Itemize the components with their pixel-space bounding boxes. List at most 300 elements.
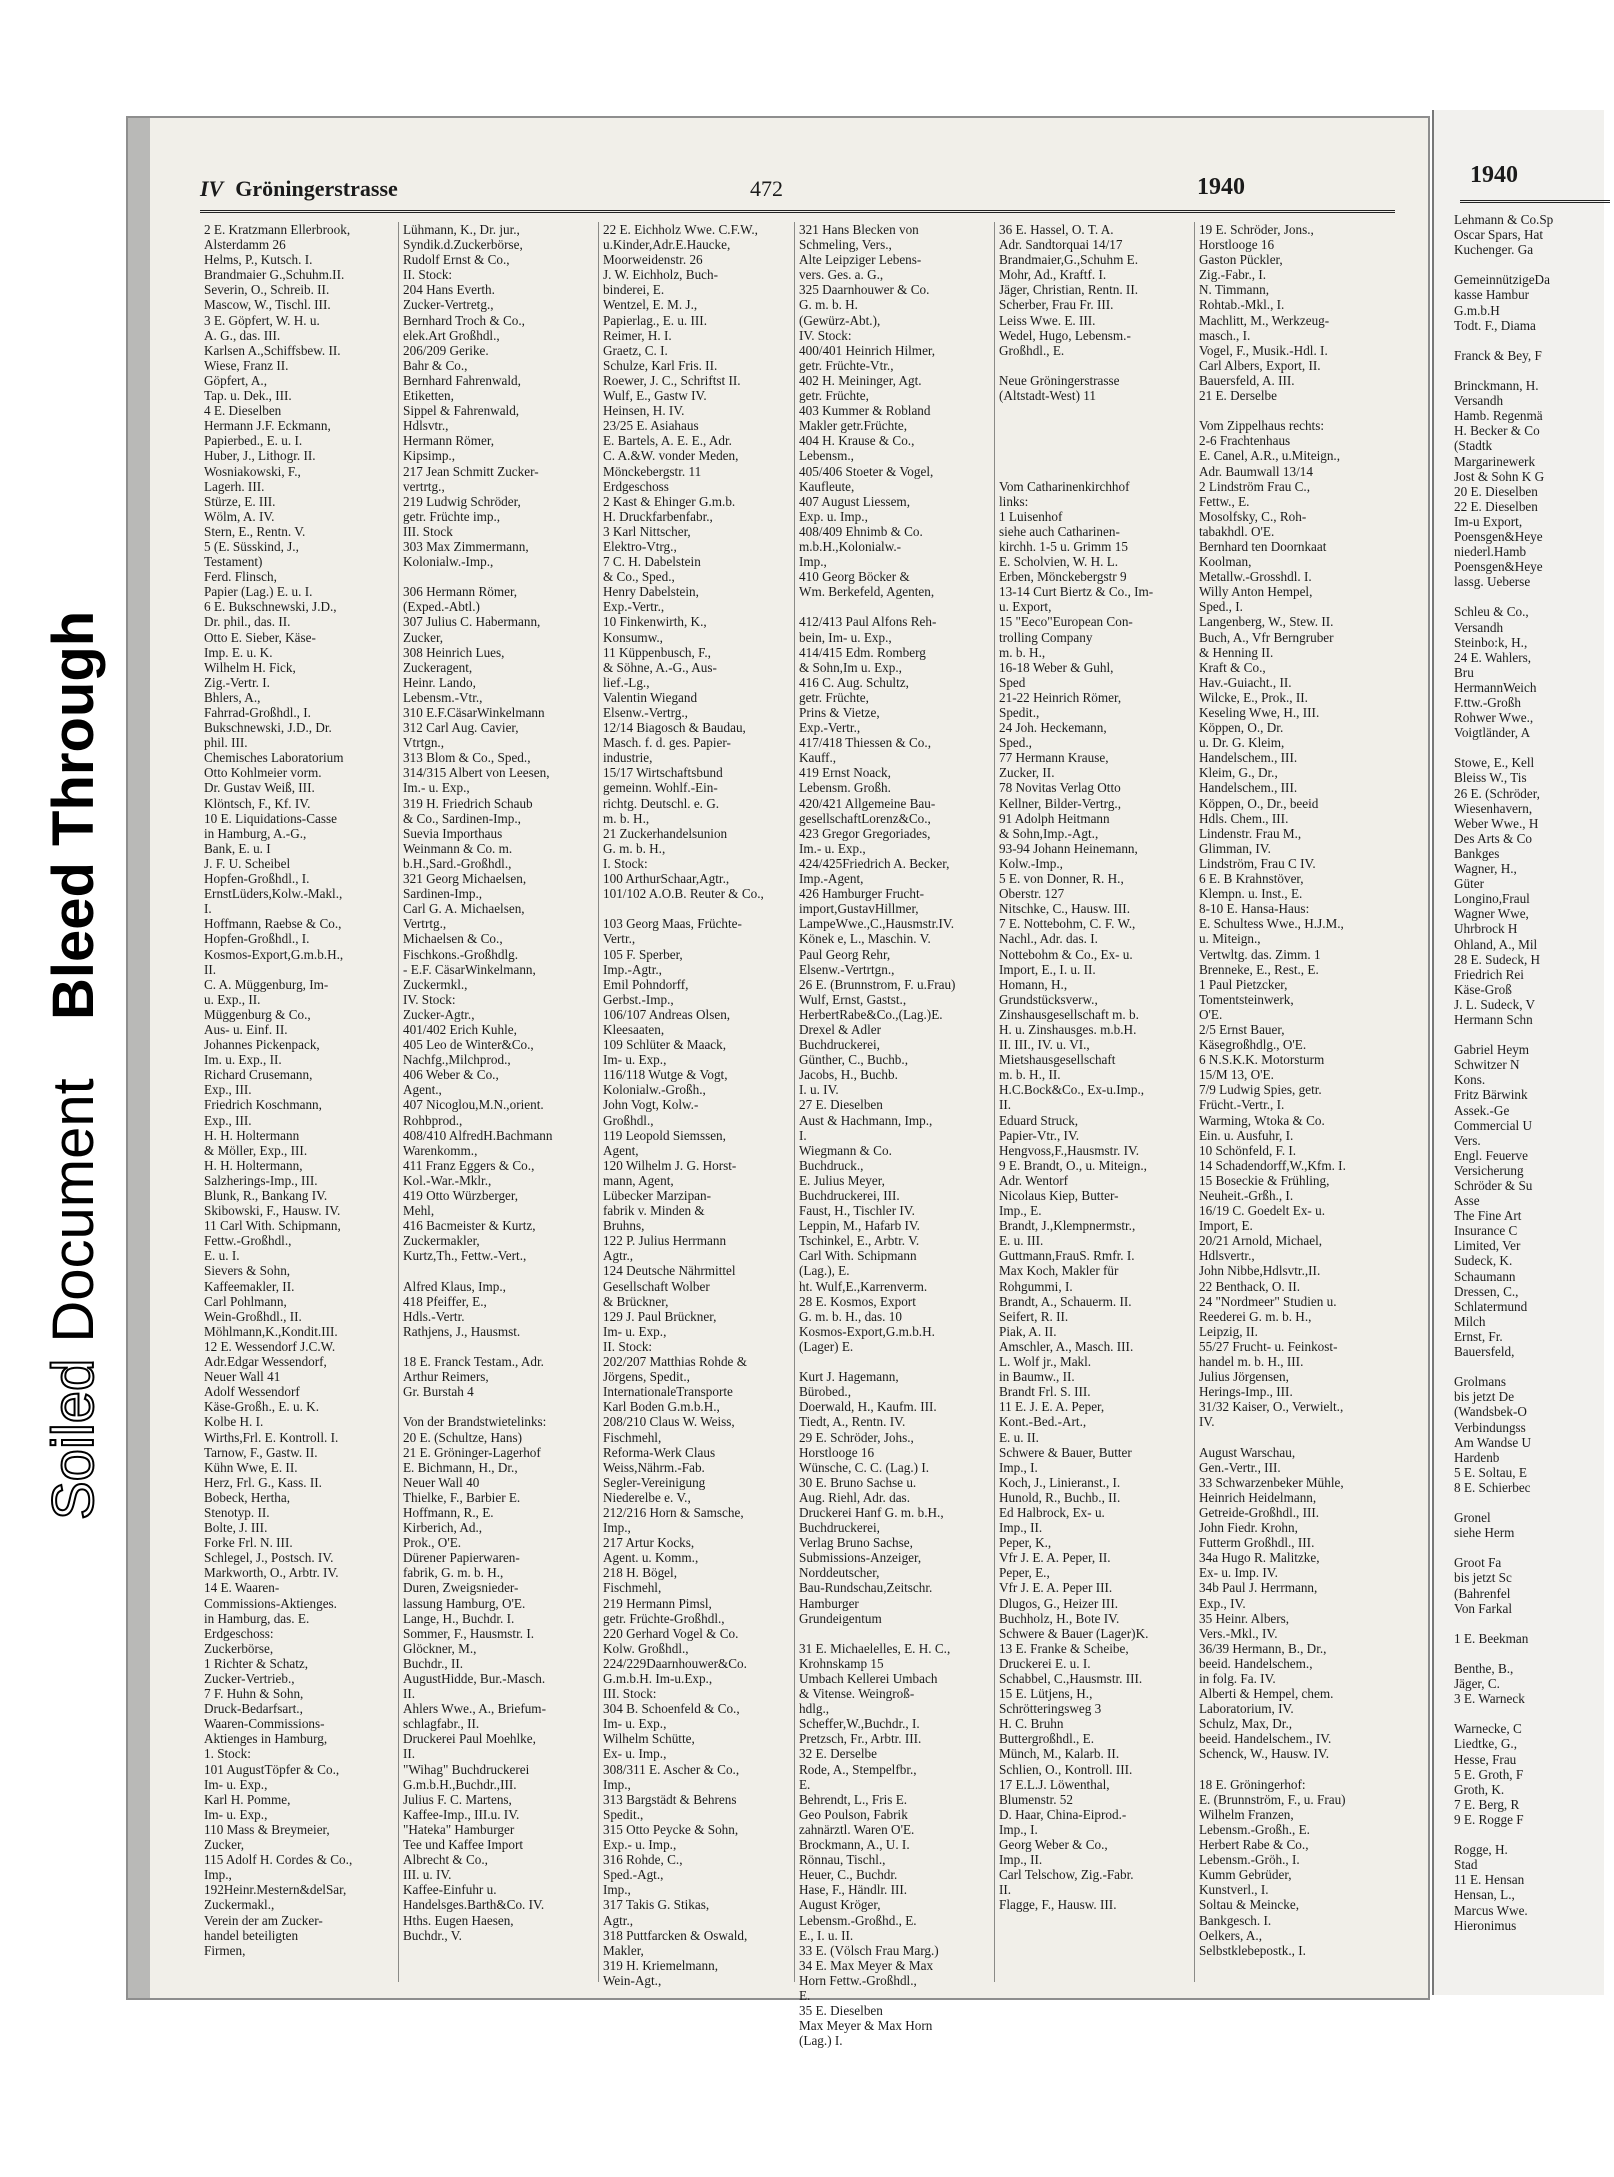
directory-entry-line: 325 Daarnhouwer & Co. [799,282,930,298]
directory-entry-line: 34 E. Max Meyer & Max [799,1957,934,1973]
directory-entry-line: Rudolf Ernst & Co., [403,252,510,268]
directory-entry-line: 22 Benthack, O. II. [1199,1278,1301,1294]
directory-entry-line: Kumm Gebrüder, [1199,1867,1292,1883]
directory-entry-line: 11 Carl With. Schipmann, [204,1218,341,1234]
directory-entry-line: u. Exp., II. [204,991,261,1007]
directory-entry-line: Kol.-War.-Mklr., [403,1172,492,1188]
directory-entry-line: Carl Albers, Export, II. [1199,357,1321,373]
directory-entry-line: Lühmann, K., Dr. jur., [403,222,520,237]
directory-entry-line: 192Heinr.Mestern&delSar, [204,1882,347,1898]
adjacent-entry-line [1454,1706,1614,1721]
directory-entry-line: Tschinkel, E., Arbtr. V. [799,1233,920,1249]
directory-entry-line: Jacobs, H., Buchb. [799,1067,898,1083]
directory-entry-line: Alfred Klaus, Imp., [403,1278,506,1294]
adjacent-entry-line: 20 E. Dieselben [1454,483,1538,499]
directory-entry-line: 423 Gregor Gregoriades, [799,825,931,841]
adjacent-entry-line [1454,1827,1614,1842]
directory-entry-line: 218 H. Bögel, [603,1565,677,1581]
adjacent-entry-line: Schröder & Su [1454,1178,1533,1193]
directory-entry-line: Fettw., E. [1199,493,1250,509]
directory-entry-line: Druckerei Paul Moehlke, [403,1731,536,1747]
directory-entry-line: E. Canel, A.R., u.Miteign., [1199,448,1341,464]
directory-entry-line: Hunold, R., Buchb., II. [999,1489,1121,1505]
directory-entry-line: Wiegmann & Co. [799,1142,892,1158]
directory-entry-line: gesellschaftLorenz&Co., [799,810,931,826]
directory-entry-line: Blunk, R., Bankang IV. [204,1188,328,1203]
directory-entry-line: 313 Blom & Co., Sped., [403,750,531,766]
directory-entry-line: Alsterdamm 26 [204,237,286,253]
directory-entry-line: masch., I. [1199,327,1251,343]
directory-entry-line [403,569,594,584]
directory-entry-line: Kurt J. Hagemann, [799,1369,899,1385]
directory-entry-line: Agtr., [603,1912,634,1928]
adjacent-entry-line: Gronel [1454,1510,1491,1526]
directory-entry-line: getr. Früchte-Vtr., [799,357,894,373]
directory-entry-line: 6 E. B Krahnstöver, [1199,871,1304,887]
directory-entry-line: Sardinen-Imp., [403,886,483,902]
directory-entry-line: Hdls. Chem., III. [1199,810,1289,826]
adjacent-entry-line [1454,740,1614,755]
adjacent-entry-line: Sudeck, K. [1454,1253,1513,1269]
directory-entry-line: Nachfg.,Milchprod., [403,1052,511,1068]
directory-entry-line: 7/9 Ludwig Spies, getr. [1199,1082,1322,1098]
directory-entry-line: Lübecker Marzipan- [603,1188,712,1203]
directory-entry-line: Adr. Wentorf [999,1172,1069,1188]
directory-entry-line: Weinmann & Co. m. [403,840,513,856]
directory-entry-line: links: [999,493,1029,509]
directory-entry-line: 219 Hermann Pimsl, [603,1595,712,1611]
directory-entry-line: II. III., IV. u. VI., [999,1037,1090,1053]
directory-entry-line: Exp., III. [204,1112,252,1128]
directory-entry-line: Wilcke, E., Prok., II. [1199,689,1308,705]
directory-entry-line: Adolf Wessendorf [204,1384,300,1400]
directory-entry-line: Lebensm.-Vtr., [403,689,483,705]
directory-entry-line: Hdls.-Vertr. [403,1308,465,1324]
directory-entry-line: Kühn Wwe, E. II. [204,1459,298,1475]
adjacent-entry-line: Güter [1454,876,1485,892]
directory-entry-line: 419 Ernst Noack, [799,765,891,781]
directory-entry-line: Kaufleute, [799,478,855,494]
directory-entry-line: richtg. Deutschl. e. G. [603,795,720,811]
directory-entry-line: Wilhelm Schütte, [603,1731,695,1747]
directory-entry-line: Exp.-Vertr., [603,599,665,615]
directory-entry-line: getr. Früchte-Großhdl., [603,1610,725,1626]
adjacent-entry-line: Marcus Wwe. [1454,1902,1528,1918]
adjacent-entry-line [1454,589,1614,604]
directory-entry-line: ErnstLüders,Kolw.-Makl., [204,886,343,902]
directory-entry-line: Stürze, E. III. [204,493,276,509]
directory-entry-line: Julius Jörgensen, [1199,1369,1289,1385]
directory-entry-line [999,403,1190,418]
directory-entry-line: Brenneke, E., Rest., E. [1199,961,1319,977]
directory-entry-line: Wein-Agt., [603,1972,662,1988]
directory-entry-line: Buchholz, H., Bote IV. [999,1610,1120,1626]
directory-entry-line: 417/418 Thiessen & Co., [799,735,931,751]
directory-entry-line: Lebensm.-Gröh., I. [1199,1852,1300,1868]
directory-entry-line: Reimer, H. I. [603,327,672,343]
directory-entry-line: 312 Carl Aug. Cavier, [403,720,519,736]
directory-entry-line: E. u. III. [999,1233,1044,1249]
directory-entry-line: Vfr J. E. A. Peper, II. [999,1550,1111,1566]
directory-entry-line: Wünsche, C. C. (Lag.) I. [799,1459,930,1475]
adjacent-entry-line: 22 E. Dieselben [1454,498,1538,514]
adjacent-entry-line: Versandh [1454,619,1504,635]
directory-entry-line: elek.Art Großhdl., [403,327,500,343]
directory-entry-line: Verlag Bruno Sachse, [799,1535,913,1551]
adjacent-entry-line: 3 E. Warneck [1454,1691,1525,1707]
adjacent-entry-line: Kons. [1454,1072,1486,1088]
directory-entry-line: Lindström, Frau C IV. [1199,855,1316,871]
adjacent-entry-line: Käse-Groß [1454,981,1512,997]
adjacent-entry-line: Limited, Ver [1454,1238,1521,1254]
directory-entry-line: Norddeutscher, [799,1565,880,1581]
directory-entry-line: Lebensm.-Großhd., E. [799,1912,917,1928]
directory-entry-line: August Warschau, [1199,1444,1296,1460]
adjacent-entry-line: Margarinewerk [1454,453,1536,469]
directory-entry-line: u. Dr. G. Kleim, [1199,735,1285,751]
directory-entry-line: 105 F. Sperber, [603,946,683,962]
adjacent-header-rule [1460,200,1610,203]
directory-entry-line: 27 E. Dieselben [799,1097,883,1113]
directory-entry-line: b.H.,Sard.-Großhdl., [403,855,512,871]
adjacent-entry-line: Wagner, H., [1454,861,1517,877]
directory-entry-line: 31/32 Kaiser, O., Verwielt., [1199,1399,1344,1415]
directory-entry-line: 406 Weber & Co., [403,1067,499,1083]
page-header [200,170,1395,213]
adjacent-entry-line: Stowe, E., Kell [1454,755,1535,771]
adjacent-entry-line: Poensgen&Heye [1454,528,1543,544]
directory-entry-line: Bobeck, Hertha, [204,1489,291,1505]
directory-entry-line: Im.- u. Exp., [403,780,470,796]
directory-entry-line: Faust, H., Tischler IV. [799,1203,915,1219]
directory-entry-line: Kont.-Bed.-Art., [999,1414,1087,1430]
directory-entry-line: 100 ArthurSchaar,Agtr., [603,871,730,887]
directory-entry-line: 400/401 Heinrich Hilmer, [799,342,936,358]
directory-entry-line: Niederelbe e. V., [603,1489,691,1505]
directory-entry-line: Mehl, [403,1203,435,1219]
adjacent-entry-line: Groth, K. [1454,1781,1505,1797]
directory-entry-line: Im- u. Exp., [603,1052,667,1068]
directory-entry-line: Imp. E. u. K. [204,644,273,660]
page-number: 472 [750,176,783,201]
directory-entry-line: 23/25 E. Asiahaus [603,418,699,434]
directory-entry-line: Aust & Hachmann, Imp., [799,1112,933,1128]
directory-entry-line: Sievers & Sohn, [204,1263,291,1279]
directory-entry-line: (Lag.) I. [799,2033,843,2049]
directory-entry-line: Henry Dabelstein, [603,584,699,600]
directory-entry-line: Dr. Gustav Weiß, III. [204,780,315,796]
adjacent-entry-line: Voigtländer, A [1454,725,1531,741]
directory-entry-line: Leiss Wwe. E. III. [999,312,1096,328]
directory-entry-line: Vertr., [603,931,636,947]
directory-entry-line: 306 Hermann Römer, [403,584,518,600]
directory-entry-line: 5 E. von Donner, R. H., [999,871,1124,887]
adjacent-entry-line: 5 E. Groth, F [1454,1766,1524,1782]
adjacent-page-year: 1940 [1470,162,1518,188]
directory-entry-line: Fettw.-Großhdl., [204,1233,292,1249]
directory-entry-line: Bau-Rundschau,Zeitschr. [799,1580,933,1596]
directory-entry-line: Severin, O., Schreib. II. [204,282,330,298]
directory-entry-line: Wentzel, E. M. J., [603,297,698,313]
adjacent-entry-line [1454,333,1614,348]
directory-entry-line: 20/21 Arnold, Michael, [1199,1233,1323,1249]
directory-entry-line: Erdgeschoss [603,478,669,494]
adjacent-entry-line: The Fine Art [1454,1208,1522,1224]
directory-entry-line: Tarnow, F., Gastw. II. [204,1444,318,1460]
directory-entry-line: Karl Boden G.m.b.H., [603,1399,720,1415]
directory-entry-line: Dlugos, G., Heizer III. [999,1595,1119,1611]
directory-entry-line: Dr. phil., das. II. [204,614,291,630]
directory-entry-line: Ferd. Flinsch, [204,569,277,585]
adjacent-entry-line: Ohland, A., Mil [1454,936,1538,952]
directory-entry-line: fabrik, G. m. b. H., [403,1565,504,1581]
directory-entry-line: mann, Agent, [603,1172,674,1188]
adjacent-entry-line: Jost & Sohn K G [1454,468,1545,484]
directory-entry-line: 224/229Daarnhouwer&Co. [603,1655,747,1671]
directory-entry-line: Klöntsch, F., Kf. IV. [204,795,311,811]
directory-entry-line: Vertrtg., [403,916,447,932]
directory-entry-line: schlagfabr., II. [403,1716,480,1732]
directory-entry-line: G. m. b. H., das. 10 [799,1308,902,1324]
directory-entry-line: Imp., [603,1776,631,1792]
directory-entry-line: 416 Bacmeister & Kurtz, [403,1218,536,1234]
directory-entry-line: Tiedt, A., Rentn. IV. [799,1414,906,1430]
directory-entry-line: Heinrich Heidelmann, [1199,1489,1317,1505]
directory-entry-line: Hoffmann, R., E. [403,1504,494,1520]
directory-entry-line: 14 E. Waaren- [204,1580,280,1596]
directory-entry-line: Kolw.-Imp., [999,855,1063,871]
directory-entry-line: Erdgeschoss: [204,1625,274,1641]
directory-entry-line: 55/27 Frucht- u. Feinkost- [1199,1338,1338,1354]
adjacent-entry-line: Hamb. Regenmä [1454,408,1543,424]
directory-entry-line [999,358,1190,373]
directory-entry-line: Herz, Frl. G., Kass. II. [204,1474,322,1490]
directory-entry-line: Wulf, E., Gastw IV. [603,388,707,404]
directory-entry-line: Horn Fettw.-Großhdl., [799,1972,917,1988]
directory-entry-line: E. (Brunnström, F., u. Frau) [1199,1791,1346,1807]
directory-entry-line: Im- u. Exp., [204,1806,268,1822]
directory-entry-line: Kurtz,Th., Fettw.-Vert., [403,1248,527,1264]
directory-entry-line: Sippel & Fahrenwald, [403,403,520,419]
directory-entry-line: Zucker, II. [999,765,1055,781]
directory-entry-line [403,1263,594,1278]
directory-entry-line: 204 Hans Everth. [403,282,495,298]
directory-entry-line: 17 E.L.J. Löwenthal, [999,1776,1110,1792]
directory-entry-line: Imp., E. [999,1203,1042,1219]
directory-entry-line: Flagge, F., Hausw. III. [999,1897,1117,1913]
directory-entry-line: Hopfen-Großhdl., I. [204,931,310,947]
adjacent-entry-line: Engl. Feuerve [1454,1147,1528,1163]
adjacent-entry-line: (Wandsbek-O [1454,1404,1527,1420]
directory-entry-line: 20 E. (Schultze, Hans) [403,1429,523,1445]
directory-entry-line: 410 Georg Böcker & [799,569,910,585]
directory-entry-line: Papierlag., E. u. III. [603,312,707,328]
directory-entry-line: u.Kinder,Adr.E.Haucke, [603,237,731,253]
directory-entry-line [799,1354,990,1369]
directory-entry-line: Druckerei Hanf G. m. b.H., [799,1504,944,1520]
adjacent-entry-line: Grolmans [1454,1374,1507,1390]
directory-entry-line: E. [799,1987,811,2003]
directory-entry-line: G. m. b. H. [799,297,858,313]
adjacent-entry-line: Wagner Wwe, [1454,906,1529,922]
directory-entry-line: 1 Paul Pietzcker, [1199,976,1288,992]
directory-entry-line: Imp., II. [999,1852,1043,1868]
directory-entry-line: Kosmos-Export,G.m.b.H. [799,1323,935,1339]
directory-entry-line [1199,1430,1394,1445]
directory-entry-line: 418 Pfeiffer, E., [403,1293,487,1309]
directory-entry-line: Glöckner, M., [403,1640,477,1656]
directory-entry-line: II. [204,961,217,977]
directory-entry-line: Carl G. A. Michaelsen, [403,901,525,917]
adjacent-entry-line: Bru [1454,664,1474,680]
directory-entry-line: Jäger, Christian, Rentn. II. [999,282,1139,298]
directory-entry-line: siehe auch Catharinen- [999,523,1120,539]
directory-entry-line: Willy Anton Hempel, [1199,584,1313,600]
directory-entry-line: vers. Ges. a. G., [799,267,884,283]
directory-entry-line: Wein-Großhdl., II. [204,1308,302,1324]
directory-entry-line: Buchdruckerei, III. [799,1188,900,1203]
directory-entry-line: Göpfert, A., [204,372,267,388]
adjacent-entry-line [1454,257,1614,272]
directory-entry-line: Lebensm.-Großh., E. [1199,1821,1310,1837]
directory-entry-line: in folg. Fa. IV. [1199,1671,1276,1686]
directory-entry-line: 212/216 Horn & Samsche, [603,1504,744,1520]
directory-entry-line: Sped., [999,735,1032,751]
directory-entry-line: E. Scholvien, W. H. L. [999,554,1119,570]
directory-entry-line: Handelschem., III. [1199,750,1298,766]
directory-entry-line: John Nibbe,Hdlsvtr.,II. [1199,1263,1321,1279]
directory-entry-line: 6 E. Bukschnewski, J.D., [204,599,337,615]
directory-entry-line: (Lag.), E. [799,1263,850,1279]
directory-entry-line: D. Haar, China-Eiprod.- [999,1806,1127,1822]
adjacent-entry-line: Hieronimus [1454,1917,1517,1933]
directory-entry-line: Müggenburg & Co., [204,1006,311,1022]
directory-entry-line: Max Meyer & Max Horn [799,2018,933,2034]
directory-entry-line: 420/421 Allgemeine Bau- [799,795,936,811]
directory-entry-line: 10 Finkenwirth, K., [603,614,707,630]
directory-entry-line: Wirths,Frl. E. Kontroll. I. [204,1429,339,1445]
directory-entry-line: Neue Gröningerstrasse [999,372,1120,388]
directory-entry-line: getr. Früchte, [799,689,869,705]
directory-entry-line: Agent, [603,1142,639,1158]
directory-entry-line: Sped [999,674,1026,690]
directory-entry-line: Suevia Importhaus [403,825,503,841]
directory-entry-line: Möhlmann,K.,Kondit.III. [204,1323,338,1339]
directory-entry-line: Zucker, [204,1837,245,1853]
directory-entry-line: Verein der am Zucker- [204,1912,323,1928]
directory-entry-line: 109 Schlüter & Maack, [603,1037,727,1053]
adjacent-entry-line: Bleiss W., Tis [1454,770,1527,786]
directory-entry-line: Zucker-Vertrieb., [204,1671,295,1686]
directory-entry-line: Graetz, C. I. [603,342,668,358]
directory-entry-line: Alberti & Hempel, chem. [1199,1686,1334,1702]
directory-entry-line: 407 Nicoglou,M.N.,orient. [403,1097,544,1113]
directory-entry-line: Drexel & Adler [799,1021,882,1037]
directory-entry-line: Hengvoss,F.,Hausmstr. IV. [999,1142,1140,1158]
directory-entry-line: Geo Poulson, Fabrik [799,1806,908,1822]
directory-entry-line: Zig.-Fabr., I. [1199,267,1267,283]
directory-entry-line: 30 E. Bruno Sachse u. [799,1474,917,1490]
directory-entry-line: Schenck, W., Hausw. IV. [1199,1746,1330,1762]
directory-entry-line: Adr.Edgar Wessendorf, [204,1354,327,1370]
directory-entry-line: 28 E. Kosmos, Export [799,1293,916,1309]
directory-entry-line: Spedit., [999,705,1040,720]
directory-entry-line: Adr. Sandtorquai 14/17 [999,237,1123,253]
directory-entry-line: 2 E. Kratzmann Ellerbrook, [204,222,351,237]
directory-entry-line: Nitschke, C., Hausw. III. [999,901,1130,917]
adjacent-entry-line [1454,1495,1614,1510]
adjacent-entry-line: Dressen, C., [1454,1283,1519,1299]
directory-entry-line: 26 E. (Brunnstrom, F. u.Frau) [799,976,956,992]
directory-entry-line: Lindenstr. Frau M., [1199,825,1302,841]
directory-entry-line [799,1626,990,1641]
directory-entry-line: 405/406 Stoeter & Vogel, [799,463,934,479]
adjacent-entry-line: Assek.-Ge [1454,1102,1510,1118]
directory-entry-line: Emil Pohndorff, [603,976,689,992]
directory-entry-line: 303 Max Zimmermann, [403,538,529,554]
directory-entry-line: Alte Leipziger Lebens- [799,252,922,268]
directory-column-4 [794,222,994,2049]
directory-entry-line: Kolbe H. I. [204,1414,264,1430]
directory-entry-line: Bank, E. u. I [204,840,271,856]
directory-entry-line: Karlsen A.,Schiffsbew. II. [204,342,341,358]
directory-entry-line: Markworth, O., Arbtr. IV. [204,1565,339,1581]
directory-entry-line: H. C. Bruhn [999,1716,1064,1732]
directory-entry-line: 21 Zuckerhandelsunion [603,825,728,841]
directory-entry-line: E. [799,1776,811,1792]
directory-entry-line: Schwere & Bauer, Butter [999,1444,1132,1460]
directory-entry-line: Aug. Riehl, Adr. das. [799,1489,910,1505]
directory-entry-line: bein, Im- u. Exp., [799,629,892,645]
directory-entry-line: Mosolfsky, C., Roh- [1199,508,1307,524]
directory-entry-line: Gesellschaft Wolber [603,1278,710,1294]
directory-entry-line: I. [799,1127,807,1143]
directory-entry-line: II. [999,1097,1012,1113]
adjacent-page [1432,110,1604,1995]
directory-entry-line: Vogel, F., Musik.-Hdl. I. [1199,342,1328,358]
directory-entry-line: 129 J. Paul Brückner, [603,1308,717,1324]
directory-entry-line: Bernhard Fahrenwald, [403,372,521,388]
directory-entry-line: Könek e, L., Maschin. V. [799,931,931,947]
directory-entry-line: Kirberich, Ad., [403,1520,483,1536]
adjacent-entry-line: Des Arts & Co [1454,830,1533,846]
adjacent-entry-line: Rohwer Wwe., [1454,710,1534,726]
directory-entry-line: zahnärztl. Waren O'E. [799,1821,915,1837]
directory-entry-line: Firmen, [204,1942,246,1958]
directory-entry-line: 411 Franz Eggers & Co., [403,1157,535,1173]
directory-entry-line: Brockmann, A., U. I. [799,1837,910,1853]
directory-entry-line: Carl Telschow, Zig.-Fabr. [999,1867,1134,1883]
directory-entry-line: 18 E. Franck Testam., Adr. [403,1354,544,1370]
directory-entry-line: fabrik v. Minden & [603,1203,705,1219]
directory-entry-line: III. Stock: [603,1686,657,1702]
directory-entry-line: 2-6 Frachtenhaus [1199,433,1291,449]
directory-entry-line: John Fiedr. Krohn, [1199,1520,1298,1536]
directory-entry-line: 408/410 AlfredH.Bachmann [403,1127,553,1143]
directory-entry-line: 18 E. Gröningerhof: [1199,1776,1306,1792]
directory-entry-line: Günther, C., Buchb., [799,1052,908,1068]
directory-entry-line: 4 E. Dieselben [204,403,282,419]
directory-entry-line: Julius F. C. Martens, [403,1791,512,1807]
adjacent-entry-line: F.ttw.-Großh [1454,695,1521,710]
directory-entry-line: 7 E. Nottebohm, C. F. W., [999,916,1136,932]
directory-entry-line: 6 N.S.K.K. Motorsturm [1199,1052,1325,1068]
directory-entry-line: Zig.-Vertr. I. [204,674,270,690]
directory-entry-line: 316 Rohde, C., [603,1852,683,1868]
directory-entry-line: industrie, [603,750,653,766]
adjacent-entry-line [1454,363,1614,378]
adjacent-entry-line: Gabriel Heym [1454,1042,1530,1058]
